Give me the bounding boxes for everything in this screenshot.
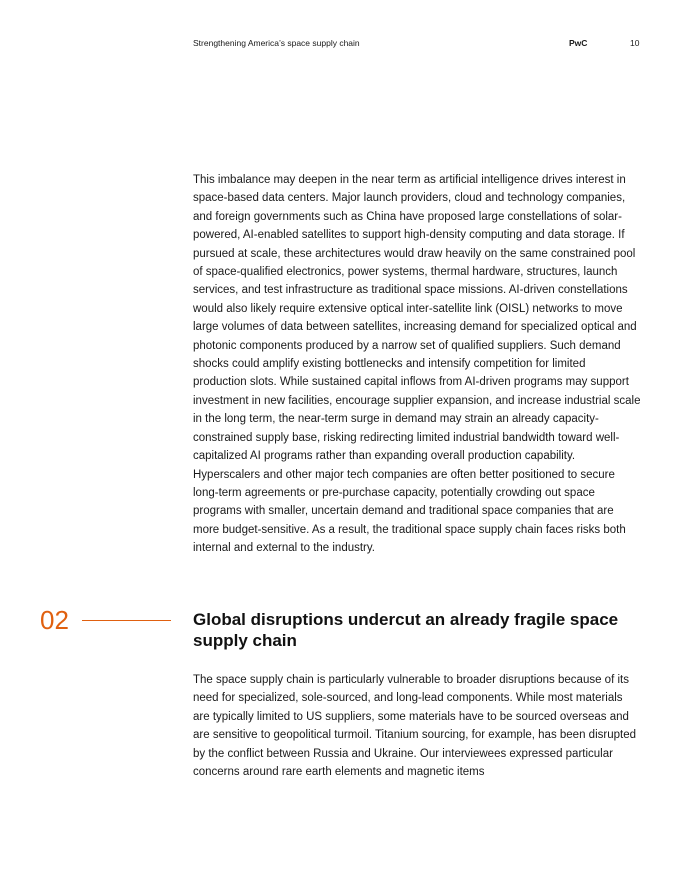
brand-label: PwC (569, 38, 588, 48)
running-header-title: Strengthening America’s space supply chain (193, 38, 360, 48)
section-heading: Global disruptions undercut an already fragile space supply chain (193, 610, 619, 650)
body-paragraph-1: This imbalance may deepen in the near term as artificial intelligence drives interest in space-based data centers. Major launch providers, cloud and technology companies, and foreign governments such as China have proposed large constellations of solar-powered, AI-enabled satellites to support high-density computing and data storage. If pursued at scale, these architectures would draw heavily on the same constrained pool of space-qualified electronics, power systems, thermal hardware, structures, launch services, and test infrastructure as traditional space missions. AI-driven constellations would also likely require extensive optical inter-satellite link (OISL) networks to move large volumes of data between satellites, increasing demand for specialized optical and photonic components produced by a narrow set of qualified suppliers. Such demand shocks could amplify existing bottlenecks and intensify competition for limited production slots. While sustained capital inflows from AI-driven programs may support investment in new facilities, encourage supplier expansion, and increase industrial scale in the long term, the near-term surge in demand may strain an already capacity-constrained supply base, risking redirecting limited industrial bandwidth toward well-capitalized AI programs rather than expanding overall production capability. Hyperscalers and other major tech companies are often better positioned to secure long-term agreements or pre-purchase capacity, potentially crowding out space programs with smaller, uncertain demand and traditional space companies that are more budget-sensitive. As a result, the traditional space supply chain faces risks both internal and external to the industry. (193, 174, 641, 555)
section-number: 02 (40, 605, 69, 635)
section-divider-line (82, 620, 171, 621)
page-number: 10 (630, 38, 640, 48)
body-paragraph-2: The space supply chain is particularly vulnerable to broader disruptions because of its need for specialized, sole-sourced, and long-lead components. While most materials are typically limited to US suppliers, some materials have to be sourced overseas and are sensitive to geopolitical turmoil. Titanium sourcing, for example, has been disrupted by the conflict between Russia and Ukraine. Our interviewees expressed particular concerns around rare earth elements and magnetic items (193, 674, 636, 779)
